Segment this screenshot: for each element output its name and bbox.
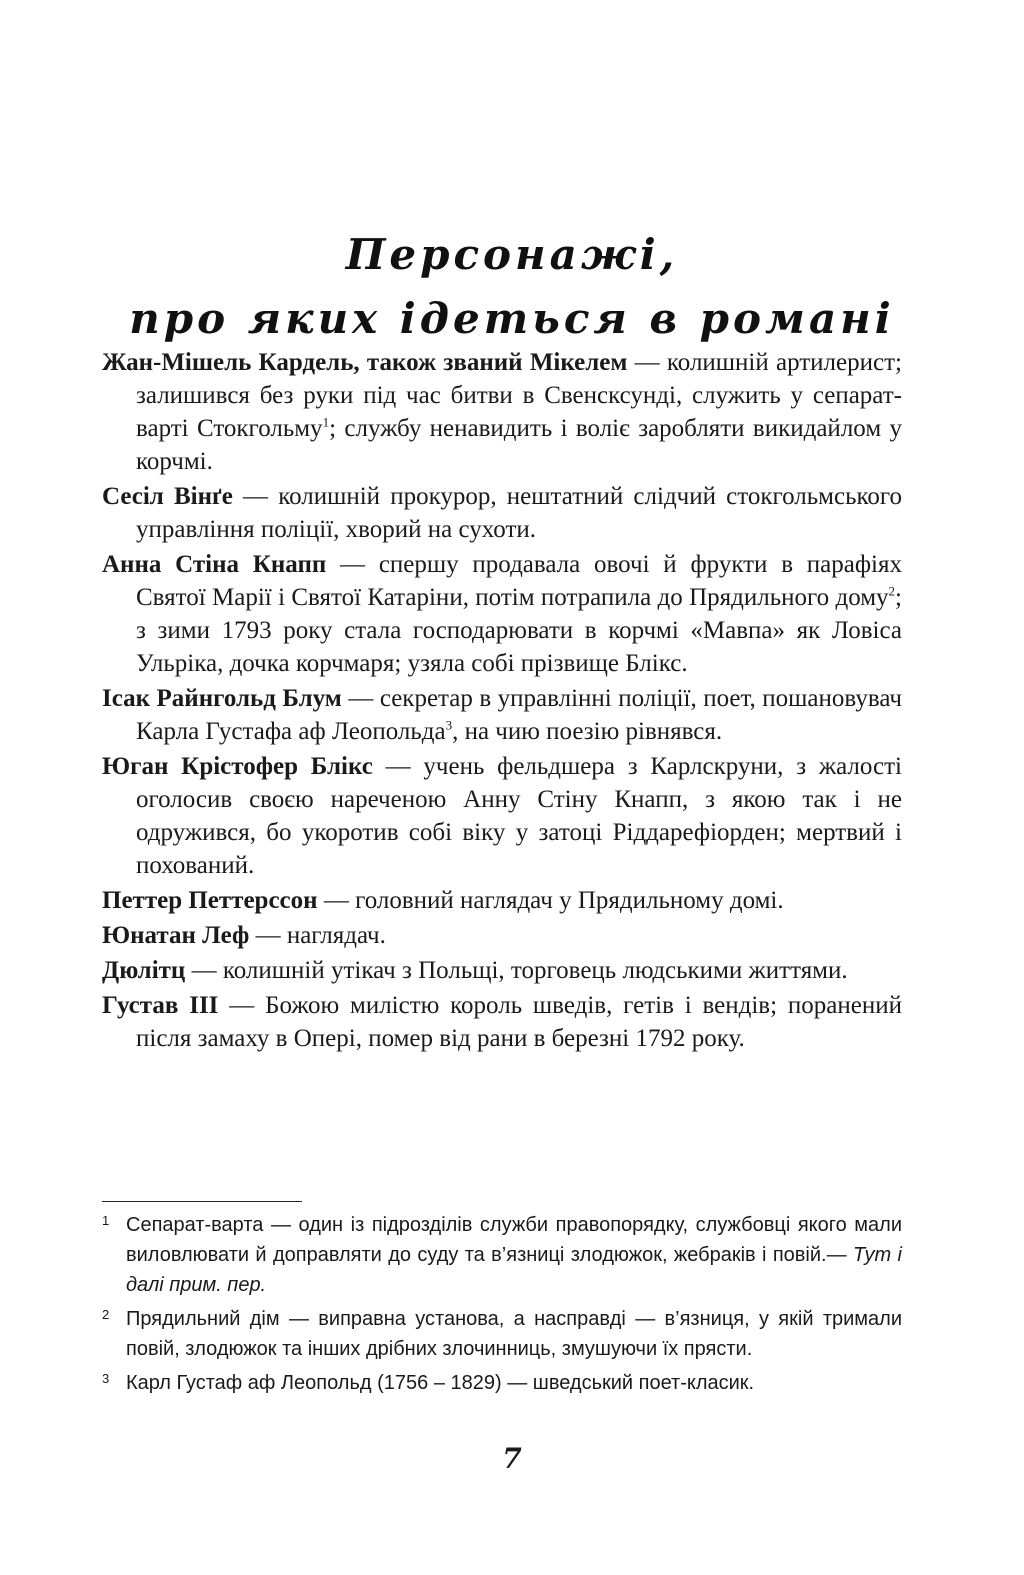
- character-description: — спершу продавала овочі й фрукти в парафіях Святої Марії і Святої Катаріни, потім потрапила до Прядильного дому: [136, 551, 902, 611]
- character-description: — головний наглядач у Прядильному домі.: [317, 887, 784, 914]
- character-description: — учень фельдшера з Карлскруни, з жалості оголосив своєю нареченою Анну Стіну Кнапп, з якою так і не одружився, бо укоротив собі віку у затоці Ріддарефіорден; мертвий і похований.: [136, 753, 902, 879]
- footnote: [102, 1210, 902, 1300]
- character-entry: [102, 989, 902, 1055]
- footnote-ref[interactable]: 1: [322, 414, 330, 430]
- title-line-2: про яких ідеться в романі: [129, 294, 895, 344]
- footnote-number: 1: [102, 1213, 110, 1228]
- character-name: Ісак Райнгольд Блум: [102, 685, 342, 712]
- footnote: [102, 1368, 902, 1398]
- character-entry: [102, 954, 902, 987]
- footnote: [102, 1304, 902, 1364]
- character-description-cont: , на чию поезію рівнявся.: [452, 718, 723, 745]
- character-description-cont: ; з зими 1793 року стала господарювати в корчмі «Мавпа» як Ловіса Ульріка, дочка корчмаря; узяла собі прізвище Блікс.: [136, 584, 902, 677]
- footnote-number: 3: [102, 1371, 110, 1386]
- character-description: — колишній артилерист; залишився без руки під час битви в Свенсксунді, служить у сепарат-варті Стокгольму: [136, 349, 902, 442]
- character-description-cont: ; службу ненавидить і воліє заробляти викидайлом у корчмі.: [136, 415, 902, 475]
- character-entry: [102, 548, 902, 680]
- character-entry: [102, 346, 902, 478]
- character-description: — секретар в управлінні поліції, поет, пошановувач Карла Густафа аф Леопольда: [136, 685, 902, 745]
- title-line-1: Персонажі,: [345, 230, 679, 280]
- footnote-number: 2: [102, 1307, 110, 1322]
- character-description: — наглядач.: [249, 922, 386, 949]
- footnote-divider: [102, 1201, 302, 1202]
- character-list: [102, 346, 902, 1057]
- character-name: Густав III: [102, 992, 219, 1019]
- character-name: Юган Крістофер Блікс: [102, 753, 373, 780]
- character-description: — колишній прокурор, нештатний слідчий стокгольмського управління поліції, хворий на сухоти.: [136, 483, 903, 543]
- footnote-ref[interactable]: 3: [445, 717, 453, 733]
- character-name: Жан-Мішель Кардель, також званий Мікелем: [102, 349, 628, 376]
- character-entry: [102, 884, 902, 917]
- character-entry: [102, 682, 902, 748]
- footnote-text: Прядильний дім — виправна установа, а насправді — в’язниця, у якій тримали повій, злодюжок та інших дрібних злочинниць, змушуючи їх прясти.: [126, 1308, 902, 1360]
- footnote-ref[interactable]: 2: [888, 583, 896, 599]
- footnotes: [102, 1210, 902, 1402]
- page-number: 7: [502, 1442, 522, 1475]
- character-description: — колишній утікач з Польщі, торговець людськими життями.: [185, 957, 848, 984]
- page-title: [0, 223, 1024, 351]
- character-entry: [102, 480, 902, 546]
- character-name: Анна Стіна Кнапп: [102, 551, 327, 578]
- character-entry: [102, 750, 902, 882]
- character-name: Юнатан Леф: [102, 922, 250, 949]
- footnote-text: Карл Густаф аф Леопольд (1756 – 1829) — шведський поет-класик.: [126, 1372, 755, 1394]
- footnote-note: Тут і далі прим. пер.: [126, 1244, 902, 1296]
- character-entry: [102, 919, 902, 952]
- footnote-text: Сепарат-варта — один із підрозділів служби правопорядку, службовці якого мали виловлювати й доправляти до суду та в’язниці злодюжок, жебраків і повій.—: [126, 1214, 902, 1266]
- character-name: Сесіл Вінґе: [102, 483, 233, 510]
- character-name: Петтер Петтерссон: [102, 887, 318, 914]
- character-description: — Божою милістю король шведів, гетів і вендів; поранений після замаху в Опері, помер від рани в березні 1792 року.: [136, 992, 902, 1052]
- character-name: Дюлітц: [102, 957, 186, 984]
